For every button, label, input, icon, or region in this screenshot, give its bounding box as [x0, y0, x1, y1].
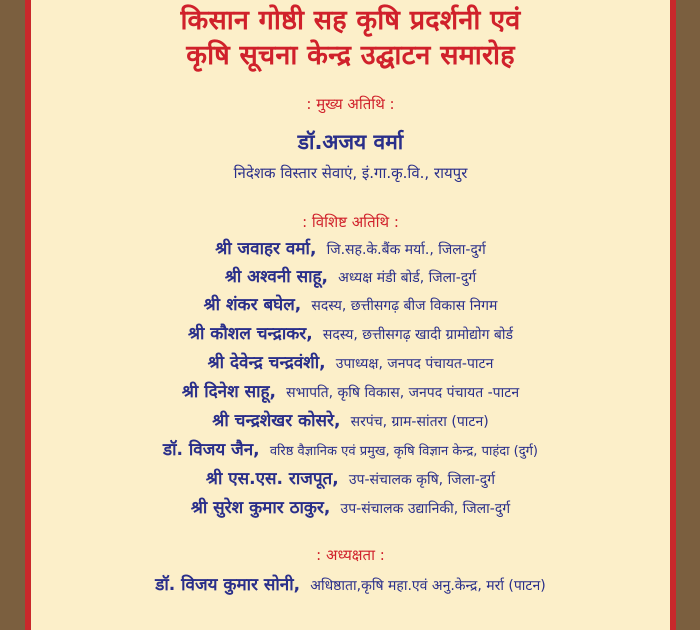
- special-guests-heading: : विशिष्ट अतिथि :: [302, 213, 399, 231]
- guest-name: श्री एस.एस. राजपूत,: [205, 469, 339, 489]
- special-guest-row: [31, 408, 670, 435]
- president-designation: अधिष्ठाता,कृषि महा.एवं अनु.केन्द्र, मर्रा (पाटन): [310, 578, 546, 594]
- guest-name: श्री सुरेश कुमार ठाकुर,: [190, 498, 331, 518]
- guest-designation: उप-संचालक उद्यानिकी, जिला-दुर्ग: [340, 501, 511, 517]
- guest-name: श्री देवेन्द्र चन्द्रवंशी,: [207, 353, 326, 373]
- special-guest-row: [31, 495, 670, 522]
- guest-name: श्री अश्वनी साहू,: [224, 267, 328, 287]
- guest-designation: वरिष्ठ वैज्ञानिक एवं प्रमुख, कृषि विज्ञान केन्द्र, पाहंदा (दुर्ग): [269, 444, 538, 459]
- special-guest-row: [31, 264, 670, 291]
- special-guest-row: [31, 321, 670, 348]
- title-line-2: कृषि सूचना केन्द्र उद्घाटन समारोह: [186, 40, 515, 71]
- title-line-1: किसान गोष्ठी सह कृषि प्रदर्शनी एवं: [180, 5, 521, 36]
- special-guest-row: [31, 379, 670, 406]
- guest-designation: उप-संचालक कृषि, जिला-दुर्ग: [348, 472, 496, 488]
- special-guest-row: [31, 437, 670, 465]
- guest-name: श्री शंकर बघेल,: [203, 295, 302, 315]
- special-guest-row: [31, 236, 670, 263]
- guest-designation: जि.सह.के.बैंक मर्या., जिला-दुर्ग: [326, 242, 486, 258]
- president-name: डॉ. विजय कुमार सोनी,: [155, 575, 301, 595]
- guest-designation: सरपंच, ग्राम-सांतरा (पाटन): [350, 414, 489, 430]
- chief-guest-designation: निदेशक विस्तार सेवाएं, इं.गा.कृ.वि., रायपुर: [233, 164, 468, 182]
- chief-guest-heading: : मुख्य अतिथि :: [306, 95, 395, 113]
- guest-name: डॉ. विजय जैन,: [163, 440, 260, 460]
- guest-name: श्री चन्द्रशेखर कोसरे,: [212, 411, 341, 431]
- presidency-row: [31, 572, 670, 599]
- guest-designation: सभापति, कृषि विकास, जनपद पंचायत -पाटन: [286, 385, 520, 401]
- special-guest-row: [31, 466, 670, 493]
- guest-name: श्री कौशल चन्द्राकर,: [187, 324, 313, 344]
- guest-name: श्री जवाहर वर्मा,: [215, 239, 317, 259]
- chief-guest-name: डॉ.अजय वर्मा: [297, 130, 404, 154]
- special-guest-row: [31, 292, 670, 319]
- guest-designation: सदस्य, छत्तीसगढ़ खादी ग्रामोद्योग बोर्ड: [322, 327, 514, 343]
- guest-designation: उपाध्यक्ष, जनपद पंचायत-पाटन: [335, 356, 494, 372]
- special-guest-row: [31, 350, 670, 377]
- presidency-heading: : अध्यक्षता :: [316, 546, 385, 564]
- guest-designation: अध्यक्ष मंडी बोर्ड, जिला-दुर्ग: [338, 270, 477, 286]
- guest-designation: सदस्य, छत्तीसगढ़ बीज विकास निगम: [311, 298, 498, 314]
- guest-name: श्री दिनेश साहू,: [181, 382, 276, 402]
